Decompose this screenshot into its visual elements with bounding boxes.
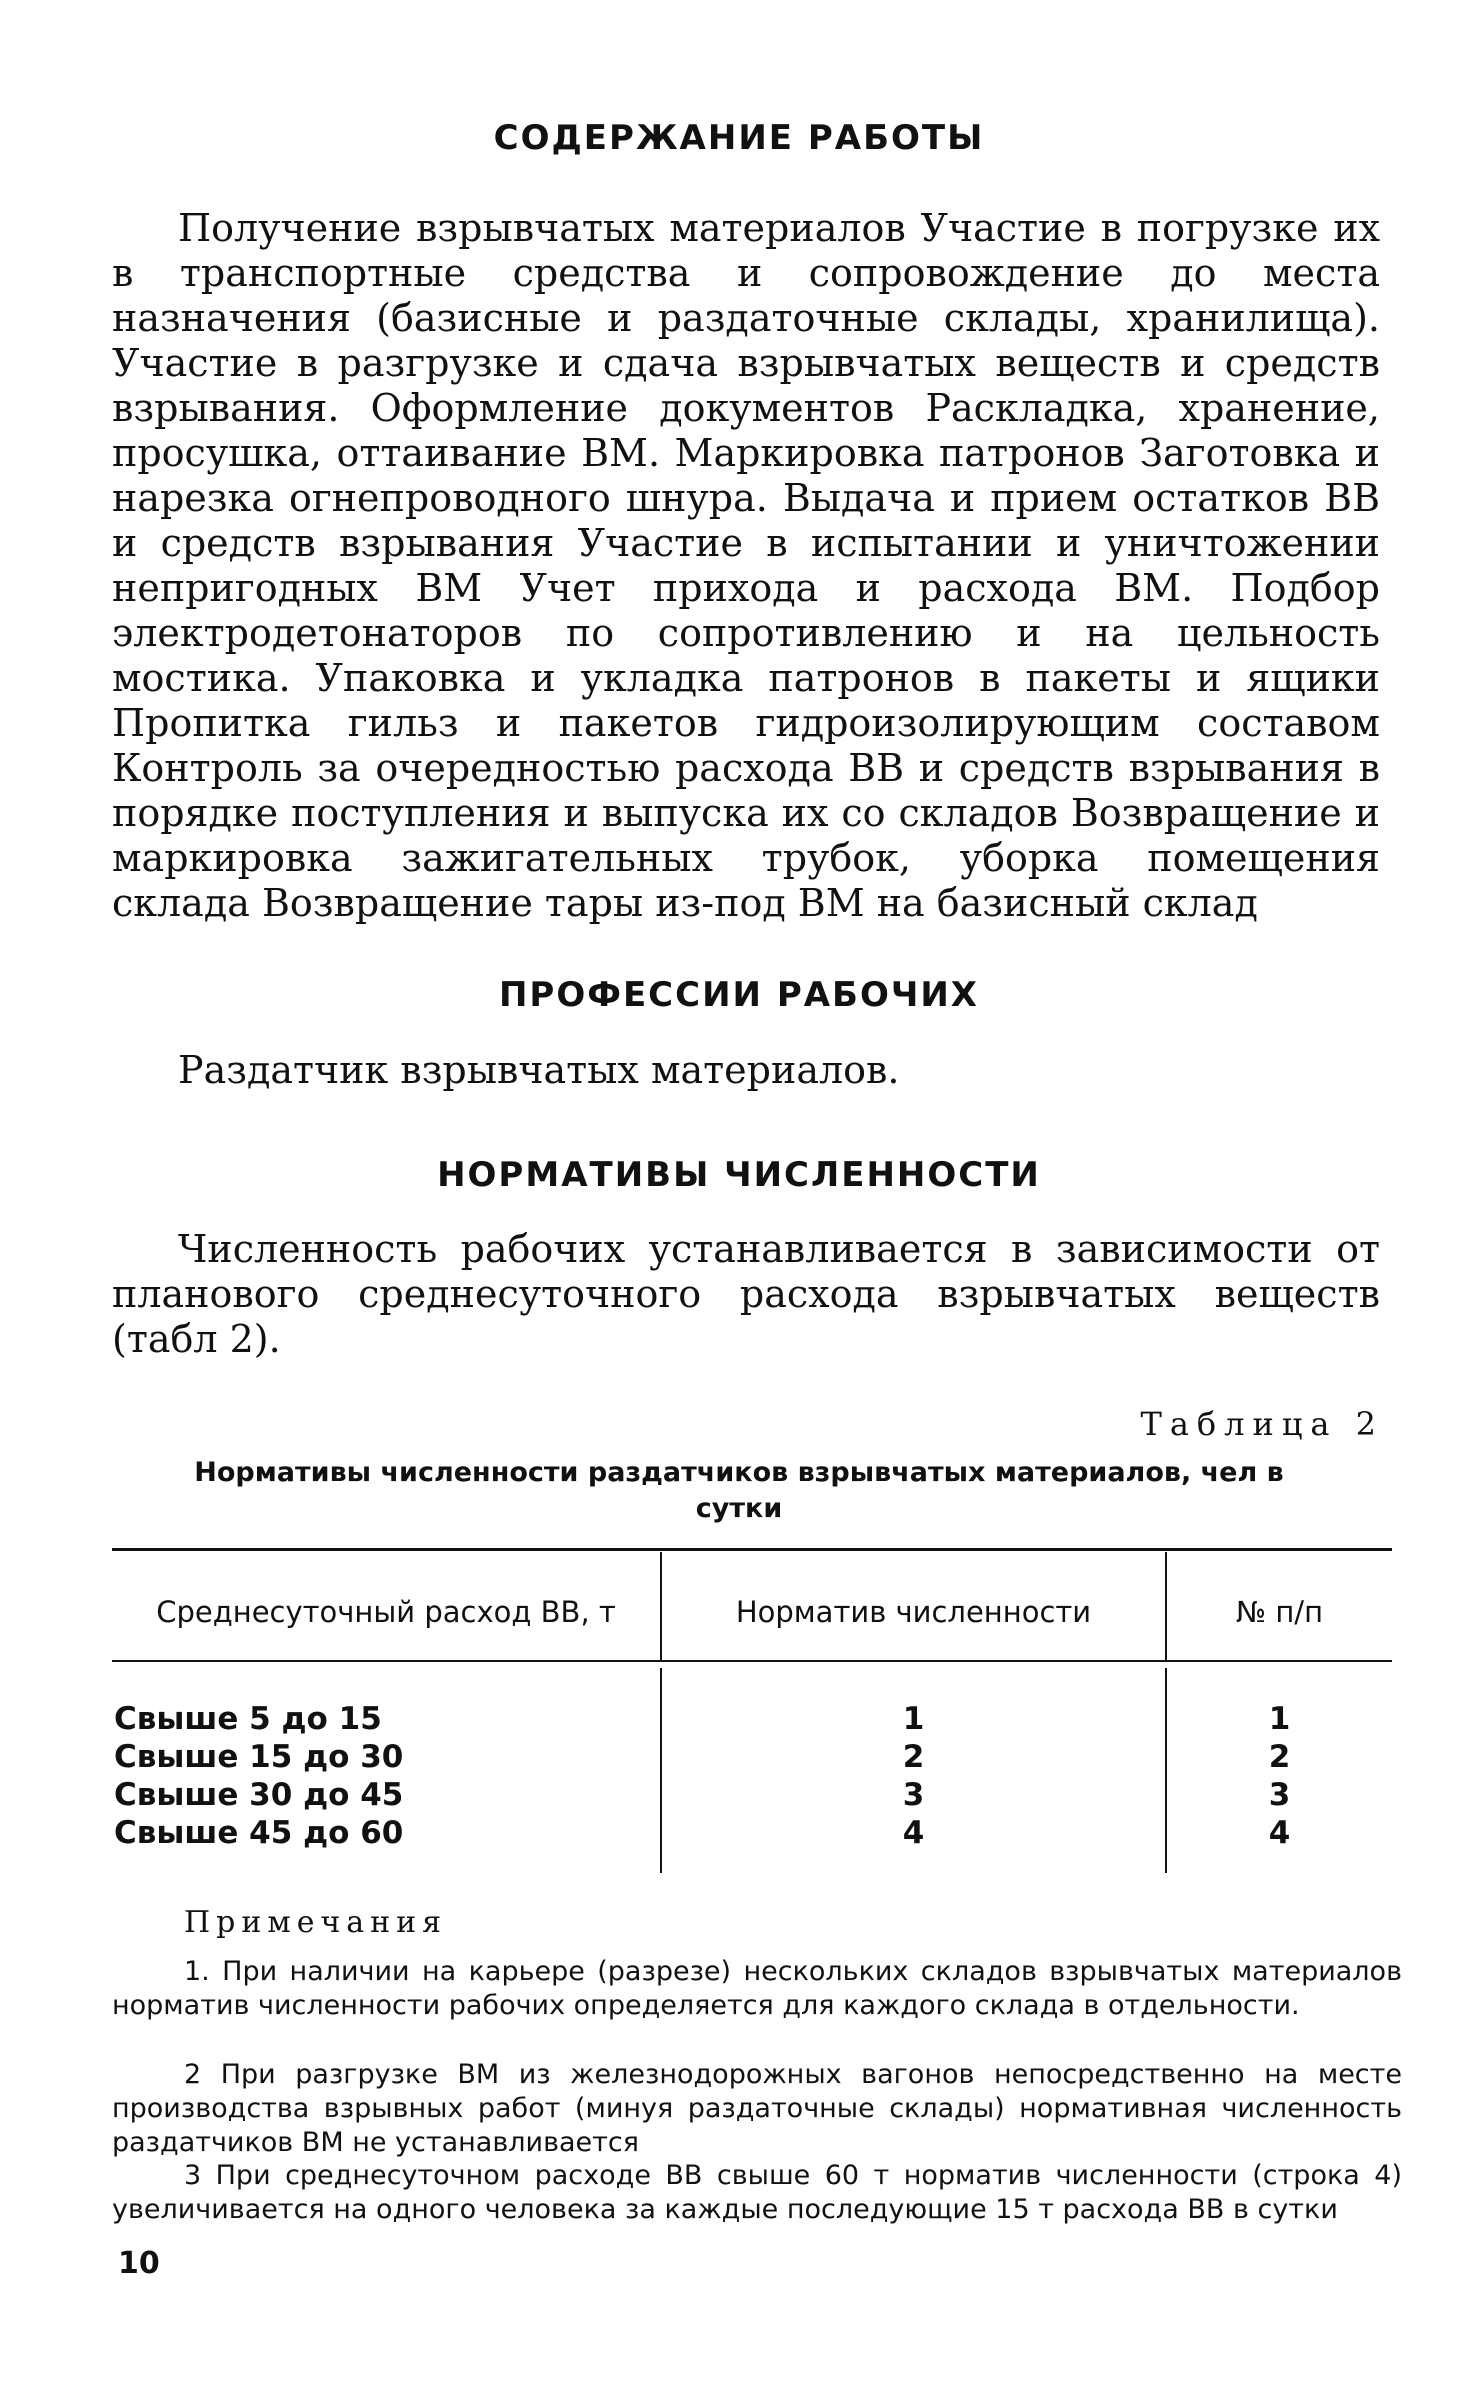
table-col-number xyxy=(1167,1700,1392,1852)
table-col-consumption xyxy=(114,1700,654,1852)
content-paragraph: Получение взрывчатых материалов Участие в погрузке их в транспортные средства и сопровождение до места назначения (базисные и раздаточные склады, хранилища). Участие в разгрузке и сдача взрывчатых веществ и средств взрывания. Оформление документов Раскладка, хранение, просушка, оттаивание ВМ. Маркировка патронов Заготовка и нарезка огнепроводного шнура. Выдача и прием остатков ВВ и средств взрывания Участие в испытании и уничтожении непригодных ВМ Учет прихода и расхода ВМ. Подбор электродетонаторов по сопротивлению и на цельность мостика. Упаковка и укладка патронов в пакеты и ящики Пропитка гильз и пакетов гидроизолирующим составом Контроль за очередностью расхода ВВ и средств взрывания в порядке поступления и выпуска их со складов Возвращение и маркировка зажигательных трубок, уборка помещения склада Возвращение тары из-под ВМ на базисный склад xyxy=(112,206,1380,925)
table-header-norm: Норматив численности xyxy=(735,1595,1092,1629)
table-cell: 3 xyxy=(1268,1777,1291,1813)
table-cell: 4 xyxy=(1268,1815,1291,1851)
table-top-rule xyxy=(112,1548,1392,1551)
table-header-number: № п/п xyxy=(1235,1595,1324,1629)
content-heading: СОДЕРЖАНИЕ РАБОТЫ xyxy=(493,118,985,158)
table-cell: Свыше 15 до 30 xyxy=(114,1739,404,1775)
page-number: 10 xyxy=(118,2246,160,2281)
table-caption: Таблица 2 xyxy=(1140,1405,1384,1443)
professions-heading: ПРОФЕССИИ РАБОЧИХ xyxy=(498,975,980,1015)
table-header-rule xyxy=(112,1660,1392,1662)
table-col-norm xyxy=(662,1700,1165,1852)
table-cell: Свыше 30 до 45 xyxy=(114,1777,404,1813)
table-title xyxy=(0,1455,1478,1527)
table-cell: 1 xyxy=(902,1701,925,1737)
table-cell: Свыше 5 до 15 xyxy=(114,1701,382,1737)
table-title-text: Нормативы численности раздатчиков взрывчатых материалов, чел в сутки xyxy=(194,1457,1284,1524)
note-1: 1. При наличии на карьере (разрезе) нескольких складов взрывчатых материалов норматив численности рабочих определяется для каждого склада в отдельности. xyxy=(112,1956,1402,2021)
norms-heading: НОРМАТИВЫ ЧИСЛЕННОСТИ xyxy=(437,1155,1041,1195)
table-cell: Свыше 45 до 60 xyxy=(114,1815,404,1851)
notes-heading: Примечания xyxy=(184,1905,448,1940)
note-2: 2 При разгрузке ВМ из железнодорожных вагонов непосредственно на месте производства взрывных работ (минуя раздаточные склады) нормативная численность раздатчиков ВМ не устанавливается xyxy=(112,2059,1402,2158)
table-cell: 1 xyxy=(1268,1701,1291,1737)
table-cell: 2 xyxy=(902,1739,925,1775)
table-cell: 2 xyxy=(1268,1739,1291,1775)
table-cell: 4 xyxy=(902,1815,925,1851)
note-3: 3 При среднесуточном расходе ВВ свыше 60 т норматив численности (строка 4) увеличивается на одного человека за каждые последующие 15 т расхода ВВ в сутки xyxy=(112,2160,1402,2225)
professions-paragraph: Раздатчик взрывчатых материалов. xyxy=(178,1048,900,1092)
table-header-consumption: Среднесуточный расход ВВ, т xyxy=(156,1595,616,1629)
norms-paragraph: Численность рабочих устанавливается в зависимости от планового среднесуточного расхода взрывчатых веществ (табл 2). xyxy=(112,1227,1380,1361)
table-cell: 3 xyxy=(902,1777,925,1813)
